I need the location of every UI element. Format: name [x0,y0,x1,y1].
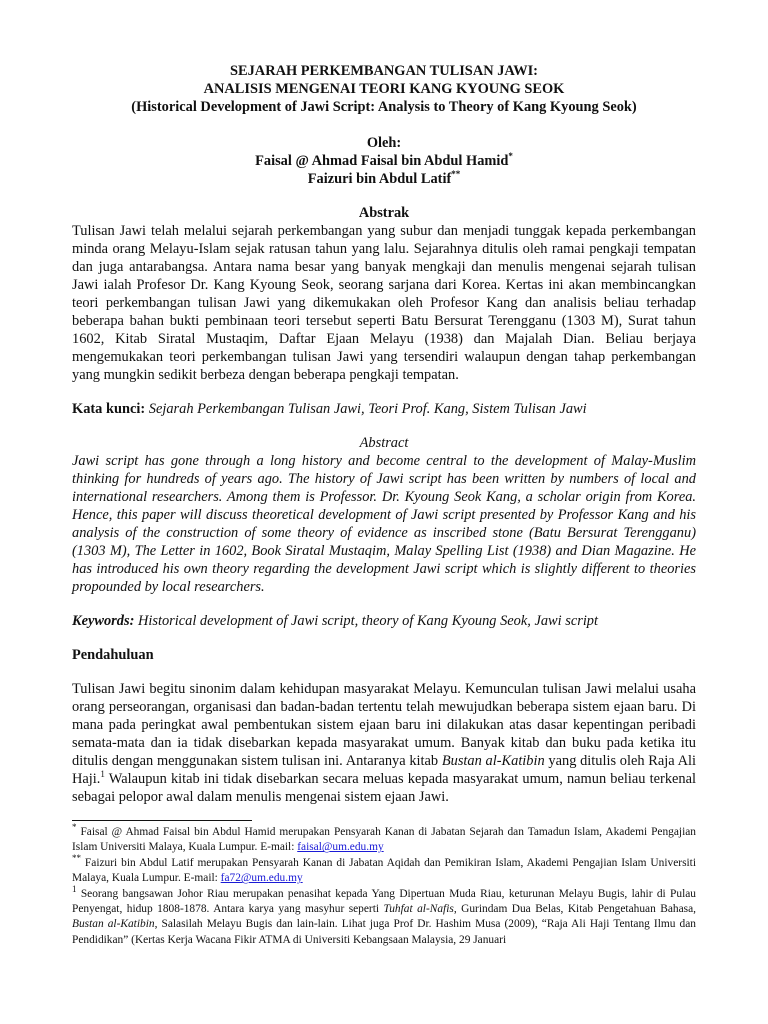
pendahuluan-book-title: Bustan al-Katibin [441,753,545,769]
footnote-1-text: Faisal @ Ahmad Faisal bin Abdul Hamid merupakan Pensyarah Kanan di Jabatan Sejarah dan Tamadun Islam, Akademi Pengajian Islam Universiti Malaya, Kuala Lumpur. E-mail: [72,826,696,854]
keywords [72,612,696,630]
keywords-label: Keywords: [72,613,135,629]
footnote-3-italic-2: Bustan al-Katibin [72,918,155,931]
title-line-2: ANALISIS MENGENAI TEORI KANG KYOUNG SEOK [203,81,565,97]
abstrak-body: Tulisan Jawi telah melalui sejarah perkembangan yang subur dan menjadi tunggak kepada perkembangan minda orang Melayu-Islam sejak ratusan tahun yang lalu. Sejarahnya ditulis oleh ramai pengkaji tempatan dan juga antarabangsa. Antara nama besar yang banyak mengkaji dan menulis mengenai sejarah tulisan Jawi ialah Profesor Dr. Kang Kyoung Seok, seorang sarjana dari Korea. Kertas ini akan membincangkan teori perkembangan tulisan Jawi yang dikemukakan oleh Profesor Kang dan analisis beliau terhadap beberapa bahan bukti pembinaan teori tersebut seperti Batu Bersurat Terengganu (1303 M), Surat tahun 1602, Kitab Siratal Mustaqim, Daftar Ejaan Melayu (1938) dan Majalah Dian. Beliau berjaya mengemukakan teori perkembangan tulisan Jawi yang tersendiri walaupun dengan tahap perkembangan yang mungkin sedikit berbeza dengan beberapa pengkaji tempatan. [72,223,696,383]
footnote-divider [72,820,252,821]
pendahuluan-text-1: Tulisan Jawi begitu sinonim dalam kehidupan masyarakat Melayu. Kemunculan tulisan Jawi melalui usaha orang perseorangan, organisasi dan badan-badan tertentu telah mewujudkan beberapa sistem ejaan baru. Di mana pada peringkat awal pembentukan sistem ejaan baru ini dilakukan atas dasar kepentingan peribadi semata-mata dan ia tidak disebarkan kepada masyarakat umum. Banyak kitab dan buku pada ketika itu ditulis dengan menggunakan sistem tulisan ini. Antaranya kitab [72,681,696,769]
footnote-3-text-b: , Gurindam Dua Belas, Kitab Pengetahuan Bahasa, [453,903,696,916]
title-line-english: (Historical Development of Jawi Script: Analysis to Theory of Kang Kyoung Seok) [131,99,637,115]
footnotes [72,822,696,948]
author-1-name: Faisal @ Ahmad Faisal bin Abdul Hamid [255,153,509,169]
pendahuluan-heading: Pendahuluan [72,647,154,663]
title-line-1: SEJARAH PERKEMBANGAN TULISAN JAWI: [230,63,538,79]
author-2 [72,170,696,188]
footnote-author-1 [72,822,696,856]
footnote-1 [72,883,696,949]
pendahuluan-text-3: Walaupun kitab ini tidak disebarkan secara meluas kepada masyarakat umum, namun beliau terkenal sebagai pelopor awal dalam menulis mengenai sistem ejaan Jawi. [72,771,696,805]
footnote-1-mark: * [72,822,77,833]
footnote-3-text-c: , Salasilah Melayu Bugis dan lain-lain. Lihat juga Prof Dr. Hashim Musa (2009), “Raja Ali Haji Tentang Ilmu dan Pendidikan” (Kertas Kerja Wacana Fikir ATMA di Universiti Kebangsaan Malaysia, 29 Januari [72,918,696,946]
email-link-faizuri[interactable]: fa72@um.edu.my [220,872,303,885]
author-1 [72,152,696,170]
author-2-footnote-mark: ** [451,169,461,180]
footnote-author-2 [72,853,696,887]
footnote-3-italic-1: Tuhfat al-Nafis [383,903,454,916]
abstract-body: Jawi script has gone through a long history and become central to the development of Malay-Muslim thinking for hundreds of years ago. The history of Jawi script has been written by numbers of local and international researchers. Among them is Professor. Dr. Kyoung Seok Kang, a scholar origin from Korea. Hence, this paper will discuss theoretical development of Jawi script presented by Professor Kang and his analysis of the construction of some theory of evidence as inscribed stone (Batu Bersurat Terengganu) (1303 M), The Letter in 1602, Book Siratal Mustaqim, Malay Spelling List (1938) and Dian Magazine. He has introduced his own theory regarding the development Jawi script which is slightly different to theories propounded by local researchers. [72,453,696,595]
abstract-heading: Abstract [359,435,409,451]
pendahuluan-text-2: yang ditulis oleh Raja Ali Haji. [72,753,696,787]
oleh-label: Oleh: [366,135,402,151]
footnote-2-text: Faizuri bin Abdul Latif merupakan Pensyarah Kanan di Jabatan Aqidah dan Pemikiran Islam, Akademi Pengajian Islam Universiti Malaya, Kuala Lumpur. E-mail: [72,856,696,885]
author-1-footnote-mark: * [508,151,513,162]
footnote-ref-1[interactable]: 1 [100,769,105,780]
keywords-text: Historical development of Jawi script, theory of Kang Kyoung Seok, Jawi script [137,613,599,629]
footnote-2-mark: ** [72,853,81,864]
kata-kunci-text: Sejarah Perkembangan Tulisan Jawi, Teori Prof. Kang, Sistem Tulisan Jawi [148,401,587,417]
author-2-name: Faizuri bin Abdul Latif [307,171,452,187]
footnote-3-text-a: Seorang bangsawan Johor Riau merupakan penasihat kepada Yang Dipertuan Muda Riau, keturunan Melayu Bugis, lahir di Pulau Penyengat, hidup 1808-1878. Antara karya yang masyhur seperti [72,887,696,916]
email-link-faisal[interactable]: faisal@um.edu.my [297,841,384,854]
abstrak-heading: Abstrak [358,205,410,221]
pendahuluan-paragraph [72,680,696,806]
author-block [72,134,696,188]
kata-kunci [72,400,696,418]
kata-kunci-label: Kata kunci: [72,401,146,417]
footnote-3-mark: 1 [72,883,77,894]
title-block [72,62,696,116]
